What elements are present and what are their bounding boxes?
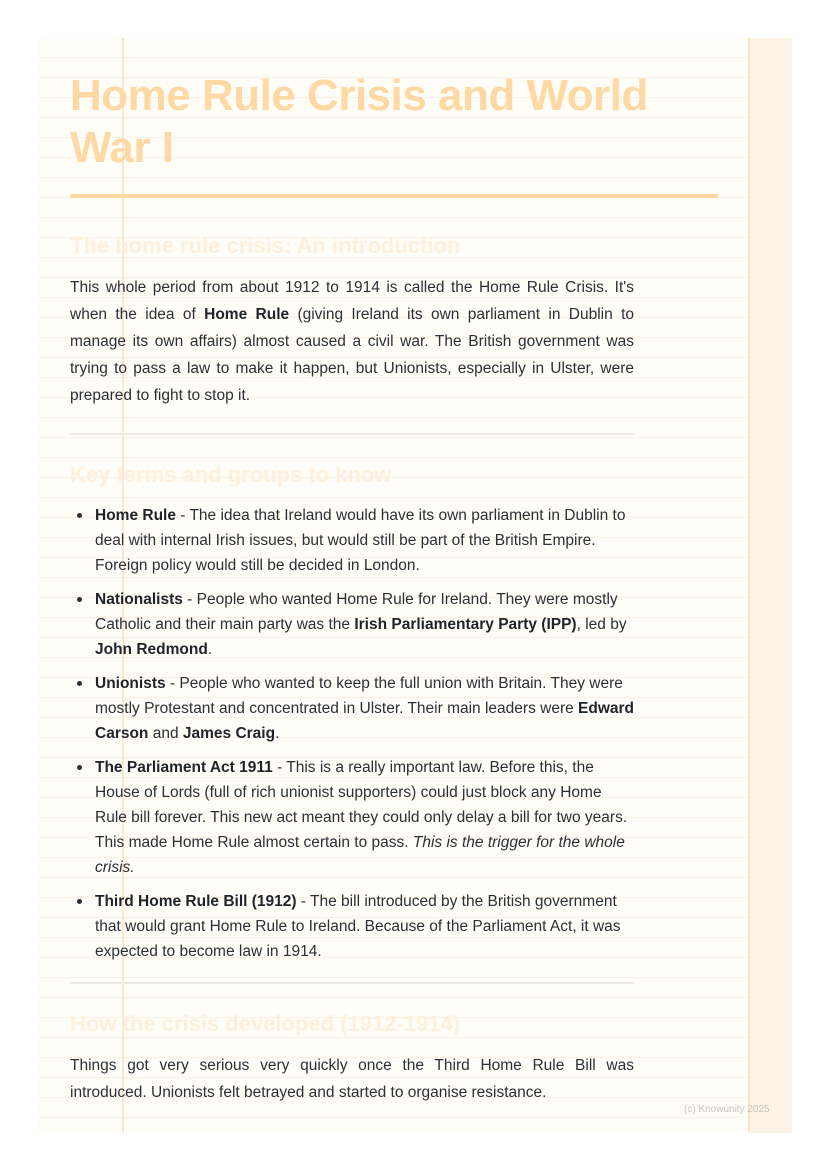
definition: - The idea that Ireland would have its own parliament in Dublin to deal with internal Irish issues, but would still be part of the British Empire. Foreign policy would still be decided in London. — [95, 507, 626, 574]
definition: - This is a really important law. Before this, the House of Lords (full of rich unionist supporters) could just block any Home Rule bill forever. This new act meant they could only delay a bill for two years. This made Home Rule almost certain to pass. — [95, 759, 628, 851]
bold-term: John Redmond — [95, 641, 208, 658]
bold-term: James Craig — [182, 725, 276, 742]
term: Unionists — [95, 675, 166, 692]
title-underline — [70, 194, 718, 198]
page-title: Home Rule Crisis and World War I — [70, 71, 648, 172]
development-paragraph: Things got very serious very quickly once the Third Home Rule Bill was introduced. Unionists felt betrayed and started to organise resistance. — [70, 1057, 634, 1101]
list-item — [95, 889, 634, 964]
list-item — [95, 671, 634, 746]
term: Nationalists — [95, 591, 183, 608]
list-item — [95, 503, 634, 578]
copyright-footer: (c) Knowunity 2025 — [684, 1104, 770, 1115]
definition: - People who wanted to keep the full union with Britain. They were mostly Protestant and concentrated in Ulster. Their main leaders were — [95, 675, 623, 717]
text-run: (giving Ireland its own parliament in Dublin to manage its own affairs) almost caused a civil war. The British government was trying to pass a law to make it happen, but Unionists, especially in Ulster, were prepared to fight to stop it. — [70, 306, 634, 404]
definition: . — [275, 725, 280, 742]
section-divider — [70, 433, 634, 435]
term: Third Home Rule Bill (1912) — [95, 893, 297, 910]
bold-term: Irish Parliamentary Party (IPP) — [354, 616, 577, 633]
section-heading-development: How the crisis developed (1912-1914) — [70, 1011, 461, 1036]
definition: - The bill introduced by the British government that would grant Home Rule to Ireland. Because of the Parliament Act, it was expected to become law in 1914. — [95, 893, 621, 960]
term: The Parliament Act 1911 — [95, 759, 273, 776]
definition: and — [148, 725, 183, 742]
right-margin-band — [748, 38, 792, 1133]
italic-note: This is the trigger for the whole crisis. — [95, 834, 625, 876]
section-heading-intro: The home rule crisis: An introduction — [70, 233, 461, 258]
text-run: This whole period from about 1912 to 1914 is called the Home Rule Crisis. It's when the idea of — [70, 279, 634, 323]
document-content — [70, 70, 648, 1106]
definition: - People who wanted Home Rule for Ireland. They were mostly Catholic and their main party was the — [95, 591, 618, 633]
definition: . — [207, 641, 213, 658]
bold-term: Home Rule — [204, 306, 290, 323]
bold-term: Edward Carson — [95, 700, 635, 742]
section-divider — [70, 982, 634, 984]
list-item — [95, 755, 634, 880]
definition: , led by — [576, 616, 627, 633]
list-item — [95, 587, 634, 662]
section-heading-key-terms: Key terms and groups to know — [70, 462, 392, 487]
term: Home Rule — [95, 507, 176, 524]
key-terms-list — [70, 503, 634, 964]
intro-paragraph — [70, 274, 634, 409]
